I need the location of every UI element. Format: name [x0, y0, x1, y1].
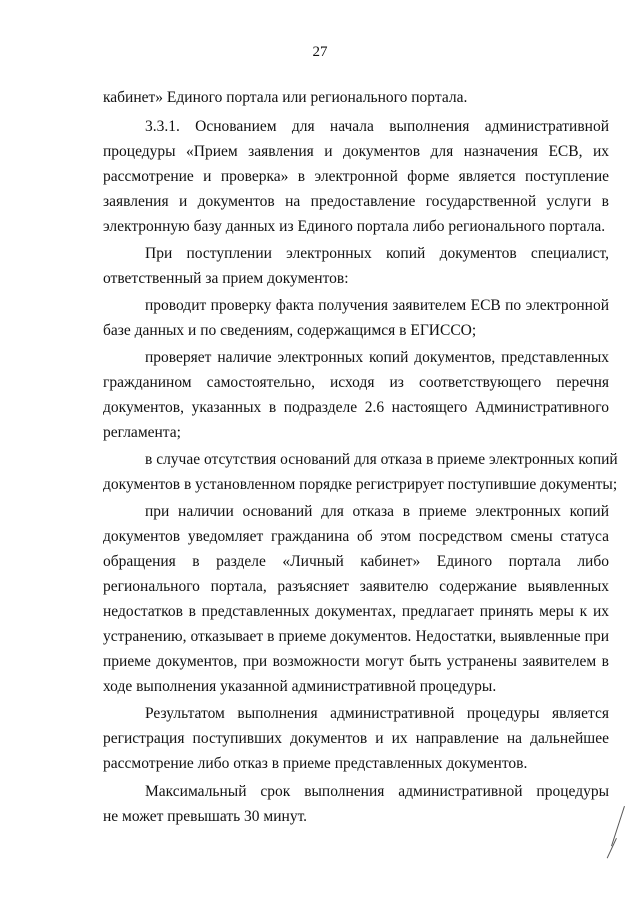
text-line: приеме документов, при возможности могут быть устранены заявителем в [103, 653, 609, 670]
text-line: При поступлении электронных копий документов специалист, [145, 245, 609, 262]
text-line: регламента; [103, 424, 181, 441]
text-line: документов, указанных в подразделе 2.6 настоящего Административного [103, 399, 609, 416]
text-line: рассмотрение и проверка» в электронной форме является поступление [103, 168, 609, 185]
text-line: в случае отсутствия оснований для отказа в приеме электронных копий [145, 451, 618, 468]
text-line: базе данных и по сведениям, содержащимся в ЕГИССО; [103, 322, 477, 339]
text-line: 3.3.1. Основанием для начала выполнения административной [145, 118, 609, 135]
text-line: электронную базу данных из Единого портала либо регионального портала. [103, 218, 606, 235]
text-line: Максимальный срок выполнения административной процедуры [145, 783, 609, 800]
text-line: рассмотрение либо отказ в приеме представленных документов. [103, 755, 528, 772]
text-line: не может превышать 30 минут. [103, 808, 308, 825]
text-line: недостатков в представленных документах, предлагает принять меры к их [103, 603, 609, 620]
text-line: ответственный за прием документов: [103, 270, 349, 287]
text-line: гражданином самостоятельно, исходя из соответствующего перечня [103, 374, 609, 391]
page-number: 27 [312, 44, 328, 60]
pen-mark [611, 806, 625, 846]
text-line: Результатом выполнения административной процедуры является [145, 705, 609, 722]
text-line: обращения в разделе «Личный кабинет» Единого портала либо [103, 553, 609, 570]
text-line: документов в установленном порядке регистрирует поступившие документы; [103, 476, 618, 493]
text-line: устранению, отказывает в приеме документов. Недостатки, выявленные при [103, 628, 609, 645]
text-line: регистрация поступивших документов и их направление на дальнейшее [103, 730, 609, 747]
text-line: регионального портала, разъясняет заявителю содержание выявленных [103, 578, 609, 595]
text-line: проводит проверку факта получения заявителем ЕСВ по электронной [145, 297, 609, 314]
text-line: документов уведомляет гражданина об этом посредством смены статуса [103, 528, 609, 545]
text-line: кабинет» Единого портала или регионального портала. [103, 89, 468, 106]
text-line: проверяет наличие электронных копий документов, представленных [145, 349, 609, 366]
text-line: процедуры «Прием заявления и документов для назначения ЕСВ, их [103, 143, 609, 160]
text-line: заявления и документов на предоставление государственной услуги в [103, 193, 609, 210]
text-line: при наличии оснований для отказа в приеме электронных копий [145, 503, 609, 520]
text-line: ходе выполнения указанной административной процедуры. [103, 678, 497, 695]
